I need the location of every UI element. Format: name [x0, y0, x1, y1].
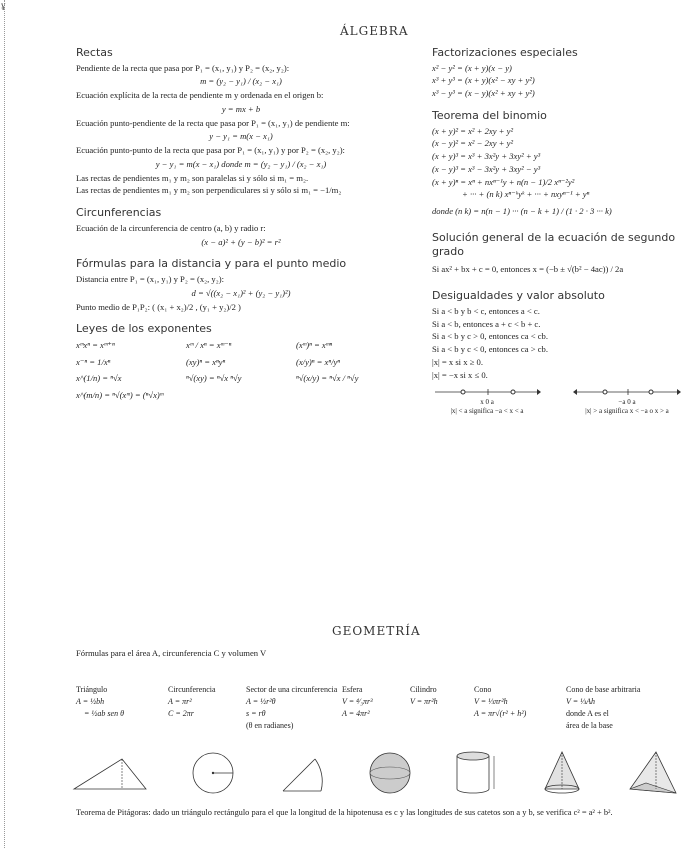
geo-name: Esfera [342, 685, 363, 694]
geo-formula: V = ⅓πr²h [474, 697, 508, 706]
exp-item: ⁿ√(xy) = ⁿ√x ⁿ√y [186, 373, 242, 384]
exp-grid [76, 340, 406, 384]
geo-col-cylinder [410, 665, 472, 731]
sector-figure [277, 751, 327, 795]
number-lines [432, 386, 682, 416]
binom-donde: donde (n k) = n(n − 1) ··· (n − k + 1) / (1 · 2 · 3 ··· k) [432, 206, 612, 217]
geo-formula: A = 4πr² [342, 709, 370, 718]
left-column [76, 40, 406, 403]
dist-f1: d = √((x₂ − x₁)² + (y₂ − y₁)²) [191, 287, 291, 298]
ineq-item: Si a < b, entonces a + c < b + c. [432, 318, 541, 329]
cone-figure [540, 749, 586, 797]
arbitrary-cone-figure [626, 749, 680, 797]
number-line-inside-caption: |x| < a significa −a < x < a [450, 406, 524, 415]
number-line-outside-axis [573, 386, 681, 398]
rectas-p1: Pendiente de la recta que pasa por P₁ = (x₁, y₁) y P₂ = (x₂, y₂): [76, 62, 290, 73]
number-line-outside-caption: |x| > a significa x < −a o x > a [585, 406, 669, 415]
circ-f1: (x − a)² + (y − b)² = r² [201, 236, 281, 247]
number-line-inside [432, 386, 542, 416]
geo-name: Triángulo [76, 685, 108, 694]
geo-formula: V = ⁴⁄₃πr³ [342, 697, 373, 706]
binom-item: (x + y)² = x² + 2xy + y² [432, 125, 514, 136]
circ-p1: Ecuación de la circunferencia de centro (a, b) y radio r: [76, 222, 266, 233]
dist-p1: Distancia entre P₁ = (x₁, y₁) y P₂ = (x₂, y₂): [76, 274, 224, 285]
rectas-p6: Las rectas de pendientes m₁ y m₂ son perpendiculares si y sólo si m₁ = −1/m₂ [76, 185, 342, 196]
exp-item: ⁿ√(x/y) = ⁿ√x / ⁿ√y [296, 373, 359, 384]
geo-formula: V = ⅓Ah [566, 697, 596, 706]
geo-formula: A = ½bh [76, 697, 105, 706]
geo-note: (θ en radianes) [246, 721, 294, 730]
geo-formula: C = 2πr [168, 709, 194, 718]
exp-item: xᵐ / xⁿ = xᵐ⁻ⁿ [186, 340, 232, 351]
circ-heading: Circunferencias [76, 206, 162, 220]
ineq-heading: Desigualdades y valor absoluto [432, 289, 605, 303]
binding-edge [4, 0, 6, 848]
geo-col-sphere [342, 665, 408, 731]
rectas-f1: m = (y₂ − y₁) / (x₂ − x₁) [200, 76, 282, 87]
rectas-f4: y − y₁ = m(x − x₁) donde m = (y₂ − y₁) / (x₂ − x₁) [155, 158, 327, 169]
geo-name: Circunferencia [168, 685, 216, 694]
ineq-item: Si a < b y c > 0, entonces ca < cb. [432, 331, 548, 342]
dist-heading: Fórmulas para la distancia y para el punto medio [76, 257, 347, 271]
rectas-p3: Ecuación punto-pendiente de la recta que pasa por P₁ = (x₁, y₁) de pendiente m: [76, 117, 350, 128]
fact-heading: Factorizaciones especiales [432, 46, 578, 59]
number-line-inside-ticks: x 0 a [480, 398, 494, 407]
geo-col-sector [246, 665, 340, 731]
geometry-intro: Fórmulas para el área A, circunferencia C y volumen V [76, 648, 267, 658]
geo-formula: A = πr² [168, 697, 192, 706]
exp-item: xᵐxⁿ = xᵐ⁺ⁿ [76, 340, 115, 351]
sphere-figure [367, 750, 413, 796]
geometry-figures [70, 748, 680, 798]
geo-formula: A = ½r²θ [246, 697, 276, 706]
quad-p1: Si ax² + bx + c = 0, entonces x = (−b ± √(b² − 4ac)) / 2a [432, 264, 624, 275]
rectas-p4: Ecuación punto-punto de la recta que pasa por P₁ = (x₁, y₁) y por P₂ = (x₂, y₂): [76, 145, 345, 156]
geo-name: Cono de base arbitraria [566, 685, 641, 694]
cylinder-figure [453, 749, 499, 797]
binom-item: (x + y)ⁿ = xⁿ + nxⁿ⁻¹y + n(n − 1)/2 xⁿ⁻²y² [432, 176, 575, 187]
exp-item: x^(1/n) = ⁿ√x [76, 373, 122, 384]
ineq-item: Si a < b y b < c, entonces a < c. [432, 305, 540, 316]
fact-item: x² − y² = (x + y)(x − y) [432, 62, 512, 73]
exp-item: (xᵐ)ⁿ = xᵐⁿ [296, 340, 333, 351]
exp-item: x⁻ⁿ = 1/xⁿ [76, 356, 111, 367]
pythagoras-theorem: Teorema de Pitágoras: dado un triángulo rectángulo para el que la longitud de la hipotenusa es c y las longitudes de sus catetos son a y b, se verifica c² = a² + b². [76, 808, 613, 817]
circle-figure [190, 750, 236, 796]
rectas-heading: Rectas [76, 46, 113, 59]
algebra-title: ÁLGEBRA [340, 24, 409, 38]
geo-col-circle [168, 665, 244, 731]
geo-col-triangle [76, 665, 166, 731]
number-line-outside-ticks: −a 0 a [618, 398, 636, 407]
binom-item: (x + y)³ = x³ + 3x²y + 3xy² + y³ [432, 151, 541, 162]
exp-item: (xy)ⁿ = xⁿyⁿ [186, 356, 226, 367]
geo-formula: A = πr√(r² + h²) [474, 709, 527, 718]
ineq-item: Si a < b y c < 0, entonces ca > cb. [432, 344, 548, 355]
exp-heading: Leyes de los exponentes [76, 322, 212, 336]
geo-name: Sector de una circunferencia [246, 685, 338, 694]
geo-note: donde A es el [566, 709, 609, 718]
number-line-inside-axis [433, 386, 541, 398]
binom-heading: Teorema del binomio [432, 108, 547, 122]
geo-name: Cilindro [410, 685, 437, 694]
geometry-table [76, 665, 676, 731]
rectas-p2: Ecuación explícita de la recta de pendiente m y ordenada en el origen b: [76, 90, 324, 101]
quad-heading: Solución general de la ecuación de segundo grado [432, 230, 676, 258]
binom-item: + ··· + (n k) xⁿ⁻ᵏyᵏ + ··· + nxyⁿ⁻¹ + yⁿ [462, 189, 590, 200]
rectas-p5: Las rectas de pendientes m₁ y m₂ son paralelas si y sólo si m₁ = m₂. [76, 172, 309, 183]
fact-item: x³ + y³ = (x + y)(x² − xy + y²) [432, 75, 535, 86]
geometry-title: GEOMETRÍA [332, 624, 421, 638]
rectas-f3: y − y₁ = m(x − x₁) [209, 131, 273, 142]
geo-formula: = ½ab sen θ [84, 709, 124, 718]
exp-item: (x/y)ⁿ = xⁿ/yⁿ [296, 356, 340, 367]
number-line-outside [572, 386, 682, 416]
geo-col-arbitrary-cone [566, 665, 646, 731]
rectas-f2: y = mx + b [221, 103, 261, 114]
ineq-item: |x| = x si x ≥ 0. [432, 356, 483, 367]
fact-item: x³ − y³ = (x − y)(x² + xy + y²) [432, 88, 535, 99]
geo-formula: s = rθ [246, 709, 266, 718]
triangle-figure [70, 753, 150, 793]
exp-last: x^(m/n) = ⁿ√(xᵐ) = (ⁿ√x)ᵐ [76, 390, 164, 401]
geo-col-cone [474, 665, 564, 731]
ineq-item: |x| = −x si x ≤ 0. [432, 369, 488, 380]
edge-mark: ¥ [1, 2, 6, 12]
geo-name: Cono [474, 685, 492, 694]
geo-note: área de la base [566, 721, 613, 730]
dist-p2: Punto medio de P₁P₂: ( (x₁ + x₂)/2 , (y₁ + y₂)/2 ) [76, 301, 241, 312]
binom-item: (x − y)² = x² − 2xy + y² [432, 138, 514, 149]
binom-item: (x − y)³ = x³ − 3x²y + 3xy² − y³ [432, 163, 541, 174]
right-column [432, 40, 682, 416]
geo-formula: V = πr²h [410, 697, 438, 706]
